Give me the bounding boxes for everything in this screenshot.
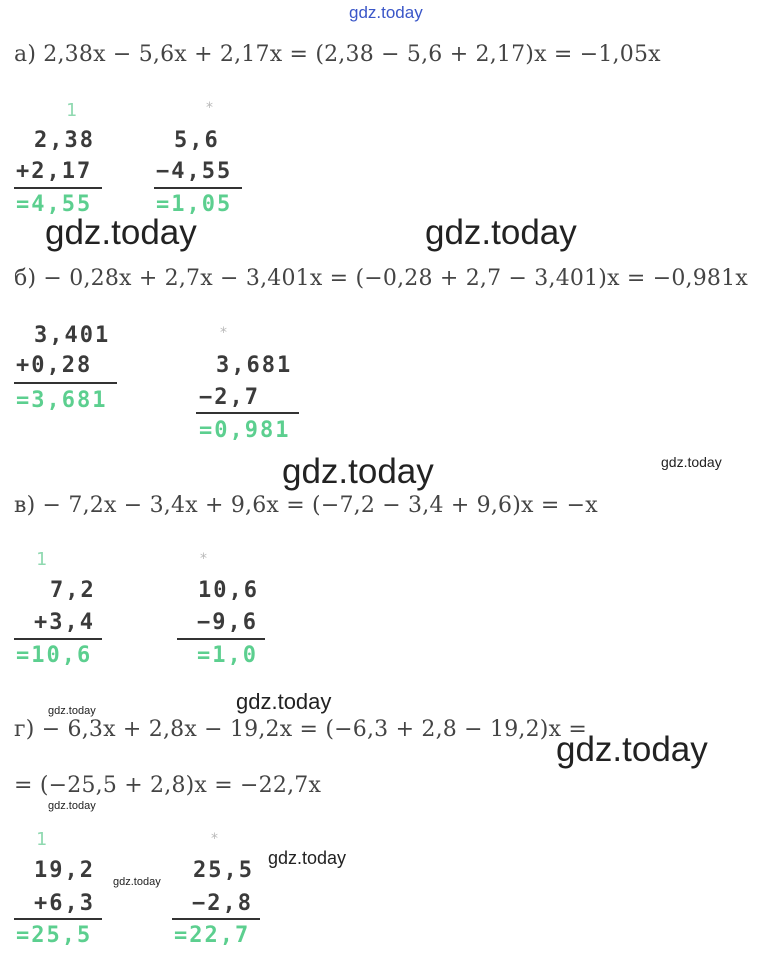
g1-operand-1: 19,2 <box>34 858 95 883</box>
watermark-large-3: gdz.today <box>282 452 434 491</box>
watermark-small-4: gdz.today <box>113 876 161 888</box>
carry-mark-v1: 1 <box>36 549 47 570</box>
a2-rule <box>154 187 242 189</box>
watermark-large-1: gdz.today <box>45 213 197 252</box>
watermark-large-2: gdz.today <box>425 213 577 252</box>
g1-result: =25,5 <box>16 923 93 948</box>
a1-result: =4,55 <box>16 192 93 217</box>
equation-v: в) − 7,2x − 3,4x + 9,6x = (−7,2 − 3,4 + 9,6)x = −x <box>14 493 598 518</box>
g1-rule <box>14 918 102 920</box>
b1-operand-1: 3,401 <box>34 323 111 348</box>
equation-b: б) − 0,28x + 2,7x − 3,401x = (−0,28 + 2,7 − 3,401)x = −0,981x <box>14 266 748 291</box>
v1-result: =10,6 <box>16 643 93 668</box>
v2-result: =1,0 <box>197 643 258 668</box>
borrow-mark-b2: * <box>220 325 227 341</box>
b2-operand-1: 3,681 <box>216 353 293 378</box>
watermark-small-1: gdz.today <box>661 454 722 470</box>
v2-operand-2: −9,6 <box>197 610 258 635</box>
equation-g-line-2: = (−25,5 + 2,8)x = −22,7x <box>14 773 322 798</box>
g2-operand-1: 25,5 <box>193 858 254 883</box>
v2-operand-1: 10,6 <box>198 578 259 603</box>
carry-mark-g1: 1 <box>36 829 47 850</box>
a1-operand-2: +2,17 <box>16 159 93 184</box>
g2-operand-2: −2,8 <box>192 891 253 916</box>
borrow-mark-v2: * <box>200 551 207 567</box>
carry-mark-a1: 1 <box>66 100 77 121</box>
equation-g-line-1: г) − 6,3x + 2,8x − 19,2x = (−6,3 + 2,8 − 19,2)x = <box>14 717 588 742</box>
v2-rule <box>177 638 265 640</box>
a2-result: =1,05 <box>156 192 233 217</box>
watermark-top: gdz.today <box>349 3 423 22</box>
v1-operand-1: 7,2 <box>50 578 96 603</box>
b2-operand-2: −2,7 <box>199 385 260 410</box>
b1-rule <box>14 382 117 384</box>
b2-result: =0,981 <box>199 418 291 443</box>
watermark-medium-2: gdz.today <box>268 848 347 868</box>
a2-operand-2: −4,55 <box>156 159 233 184</box>
b2-rule <box>196 412 299 414</box>
equation-a: а) 2,38x − 5,6x + 2,17x = (2,38 − 5,6 + 2,17)x = −1,05x <box>14 42 661 67</box>
b1-operand-2: +0,28 <box>16 353 93 378</box>
borrow-mark-g2: * <box>211 831 218 847</box>
borrow-mark-a2: * <box>206 100 213 116</box>
v1-operand-2: +3,4 <box>34 610 95 635</box>
g1-operand-2: +6,3 <box>34 891 95 916</box>
v1-rule <box>14 638 102 640</box>
watermark-small-3: gdz.today <box>48 800 96 812</box>
g2-rule <box>172 918 260 920</box>
a1-operand-1: 2,38 <box>34 128 95 153</box>
watermark-medium-1: gdz.today <box>236 689 332 714</box>
watermark-small-2: gdz.today <box>48 705 96 717</box>
watermark-large-4: gdz.today <box>556 730 708 769</box>
b1-result: =3,681 <box>16 388 108 413</box>
a1-rule <box>14 187 102 189</box>
g2-result: =22,7 <box>174 923 251 948</box>
a2-operand-1: 5,6 <box>174 128 220 153</box>
